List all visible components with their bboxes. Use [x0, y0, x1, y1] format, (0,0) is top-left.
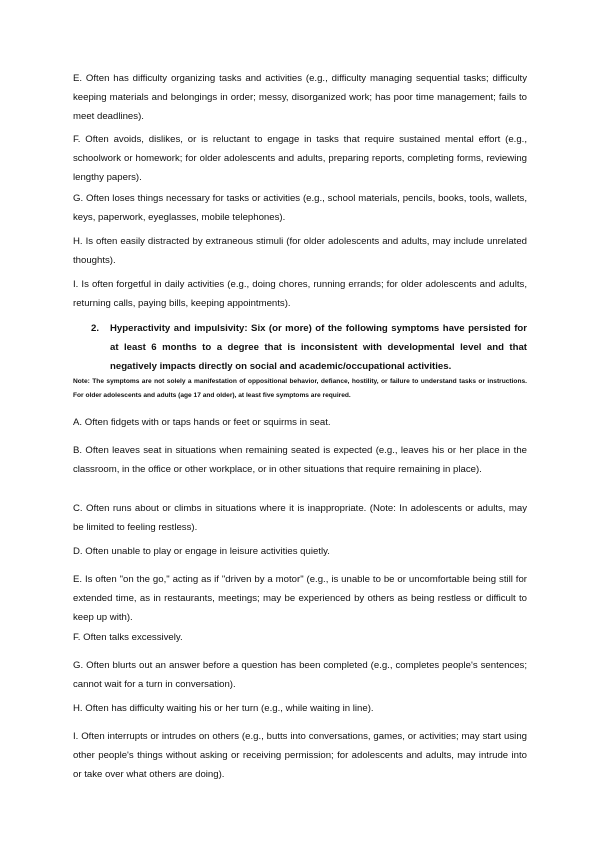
- inattention-item-h: H. Is often easily distracted by extraneous stimuli (for older adolescents and adults, may include unrelated thoughts).: [73, 236, 527, 266]
- hyperactivity-item-h: H. Often has difficulty waiting his or her turn (e.g., while waiting in line).: [73, 703, 374, 714]
- note-text: Note: The symptoms are not solely a manifestation of oppositional behavior, defiance, hostility, or failure to understand tasks or instructions. For older adolescents and adults (age 17 and older), at least five symptoms are required.: [73, 378, 527, 399]
- section-2-number: 2.: [91, 323, 100, 334]
- hyperactivity-item-e: E. Is often "on the go," acting as if "driven by a motor" (e.g., is unable to be or uncomfortable being still for extended time, as in restaurants, meetings; may be experienced by others as being restless or difficult to keep up with).: [73, 574, 527, 623]
- inattention-item-g: G. Often loses things necessary for tasks or activities (e.g., school materials, pencils, books, tools, wallets, keys, paperwork, eyeglasses, mobile telephones).: [73, 193, 527, 223]
- hyperactivity-item-b: B. Often leaves seat in situations when remaining seated is expected (e.g., leaves his or her place in the classroom, in the office or other workplace, or in other situations that require remaining in place).: [73, 445, 527, 475]
- section-2-heading: [91, 319, 527, 376]
- hyperactivity-item-a: A. Often fidgets with or taps hands or feet or squirms in seat.: [73, 417, 331, 428]
- inattention-item-e: E. Often has difficulty organizing tasks and activities (e.g., difficulty managing sequential tasks; difficulty keeping materials and belongings in order; messy, disorganized work; has poor time management; fails to meet deadlines).: [73, 73, 527, 122]
- section-2-heading-text: Hyperactivity and impulsivity: Six (or more) of the following symptoms have persisted for at least 6 months to a degree that is inconsistent with developmental level and that negatively impacts directly on social and academic/occupational activities.: [110, 323, 527, 372]
- inattention-item-f: F. Often avoids, dislikes, or is reluctant to engage in tasks that require sustained mental effort (e.g., schoolwork or homework; for older adolescents and adults, preparing reports, completing forms, reviewing lengthy papers).: [73, 134, 527, 183]
- hyperactivity-item-c: C. Often runs about or climbs in situations where it is inappropriate. (Note: In adolescents or adults, may be limited to feeling restless).: [73, 503, 527, 533]
- inattention-item-i: I. Is often forgetful in daily activities (e.g., doing chores, running errands; for older adolescents and adults, returning calls, paying bills, keeping appointments).: [73, 279, 527, 309]
- hyperactivity-item-g: G. Often blurts out an answer before a question has been completed (e.g., completes people's sentences; cannot wait for a turn in conversation).: [73, 660, 527, 690]
- hyperactivity-item-f: F. Often talks excessively.: [73, 632, 183, 643]
- hyperactivity-item-d: D. Often unable to play or engage in leisure activities quietly.: [73, 546, 330, 557]
- hyperactivity-item-i: I. Often interrupts or intrudes on others (e.g., butts into conversations, games, or activities; may start using other people's things without asking or receiving permission; for adolescents and adults, may intrude into or take over what others are doing).: [73, 731, 527, 780]
